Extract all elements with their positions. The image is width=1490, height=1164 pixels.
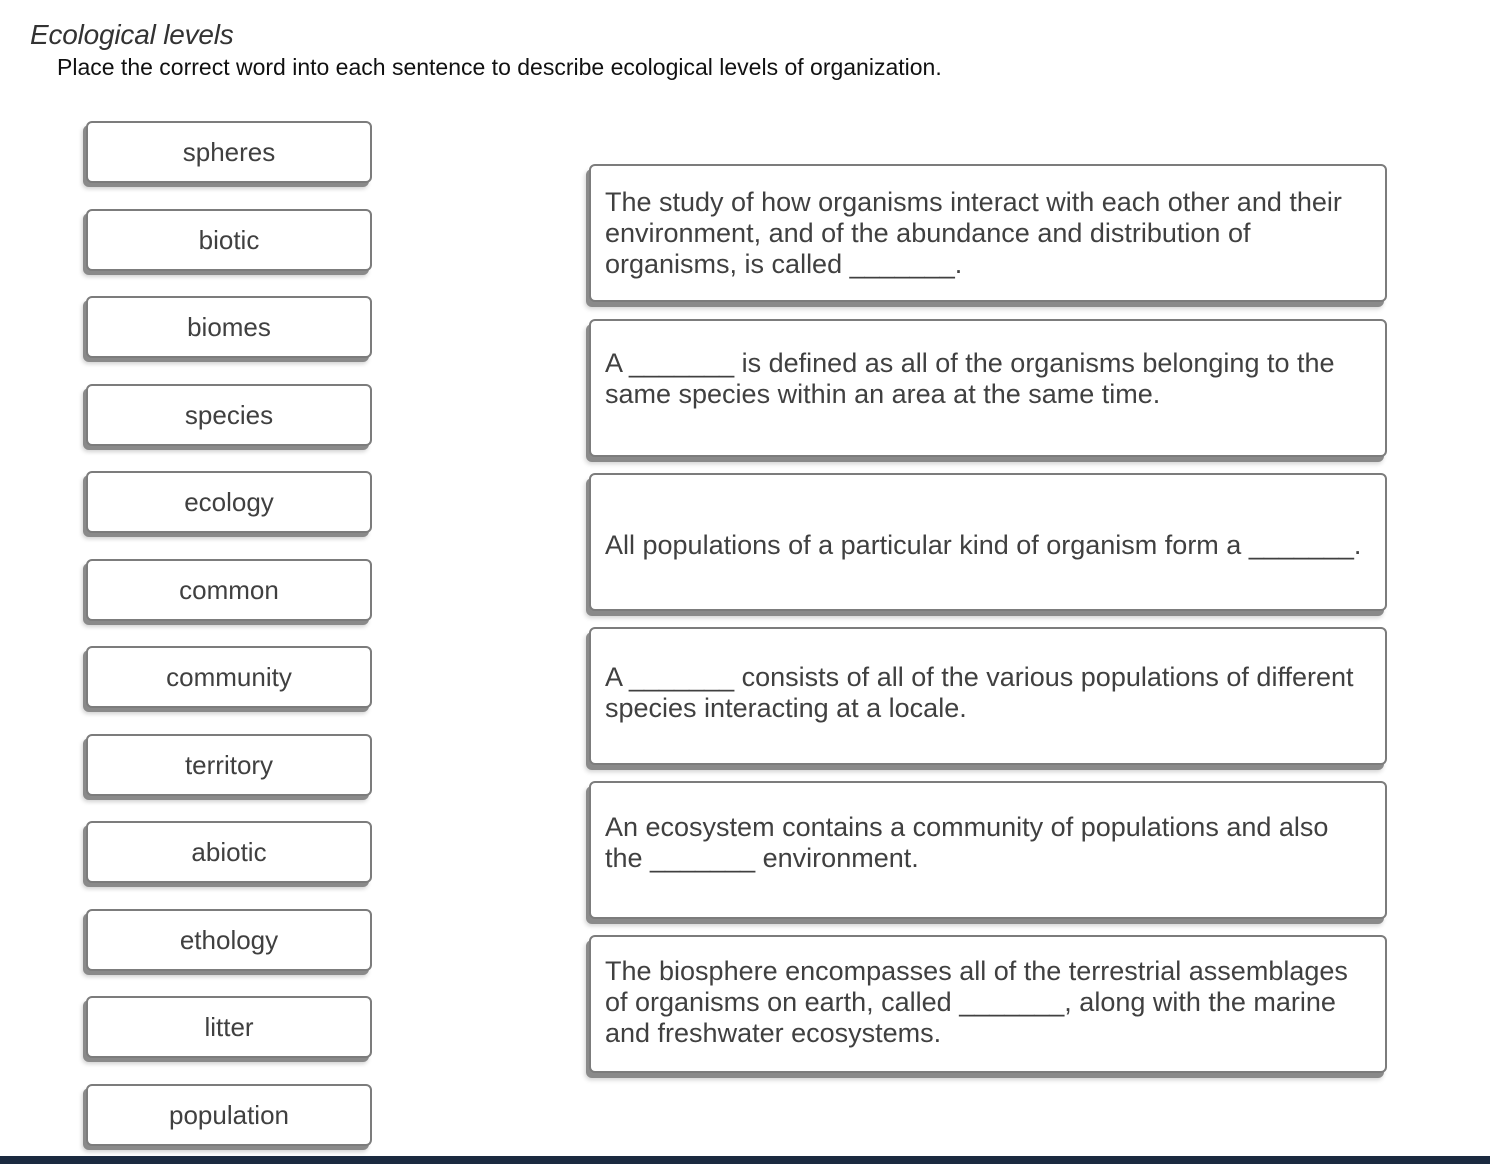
bottom-bar xyxy=(0,1156,1490,1164)
sentence-text: The study of how organisms interact with each other and their environment, and of the abundance and distribution of organisms, is called _______. xyxy=(605,186,1342,279)
word-chip-species[interactable]: species xyxy=(86,384,372,446)
word-chip-ecology[interactable]: ecology xyxy=(86,471,372,533)
word-chip-litter[interactable]: litter xyxy=(86,996,372,1058)
word-chip-biotic[interactable]: biotic xyxy=(86,209,372,271)
word-chip-territory[interactable]: territory xyxy=(86,734,372,796)
word-chip-population[interactable]: population xyxy=(86,1084,372,1146)
sentence-text: The biosphere encompasses all of the terrestrial assemblages of organisms on earth, called _______, along with the marine and freshwater ecosystems. xyxy=(605,955,1348,1048)
page-title: Ecological levels xyxy=(30,19,234,50)
word-chip-common[interactable]: common xyxy=(86,559,372,621)
drop-target-3[interactable] xyxy=(589,473,1387,611)
sentence-text: All populations of a particular kind of organism form a _______. xyxy=(605,530,1362,560)
drop-target-2[interactable] xyxy=(589,319,1387,457)
sentence-text: A _______ is defined as all of the organisms belonging to the same species within an area at the same time. xyxy=(605,348,1335,409)
word-chip-community[interactable]: community xyxy=(86,646,372,708)
sentence-text: A _______ consists of all of the various populations of different species interacting at a locale. xyxy=(605,662,1354,723)
word-chip-abiotic[interactable]: abiotic xyxy=(86,821,372,883)
word-chip-spheres[interactable]: spheres xyxy=(86,121,372,183)
word-chip-biomes[interactable]: biomes xyxy=(86,296,372,358)
drop-target-4[interactable] xyxy=(589,627,1387,765)
word-chip-ethology[interactable]: ethology xyxy=(86,909,372,971)
sentence-text: An ecosystem contains a community of populations and also the _______ environment. xyxy=(605,812,1329,873)
drop-target-1[interactable] xyxy=(589,164,1387,302)
drop-target-6[interactable] xyxy=(589,935,1387,1073)
instructions-text: Place the correct word into each sentence to describe ecological levels of organization. xyxy=(57,54,942,80)
drop-target-5[interactable] xyxy=(589,781,1387,919)
